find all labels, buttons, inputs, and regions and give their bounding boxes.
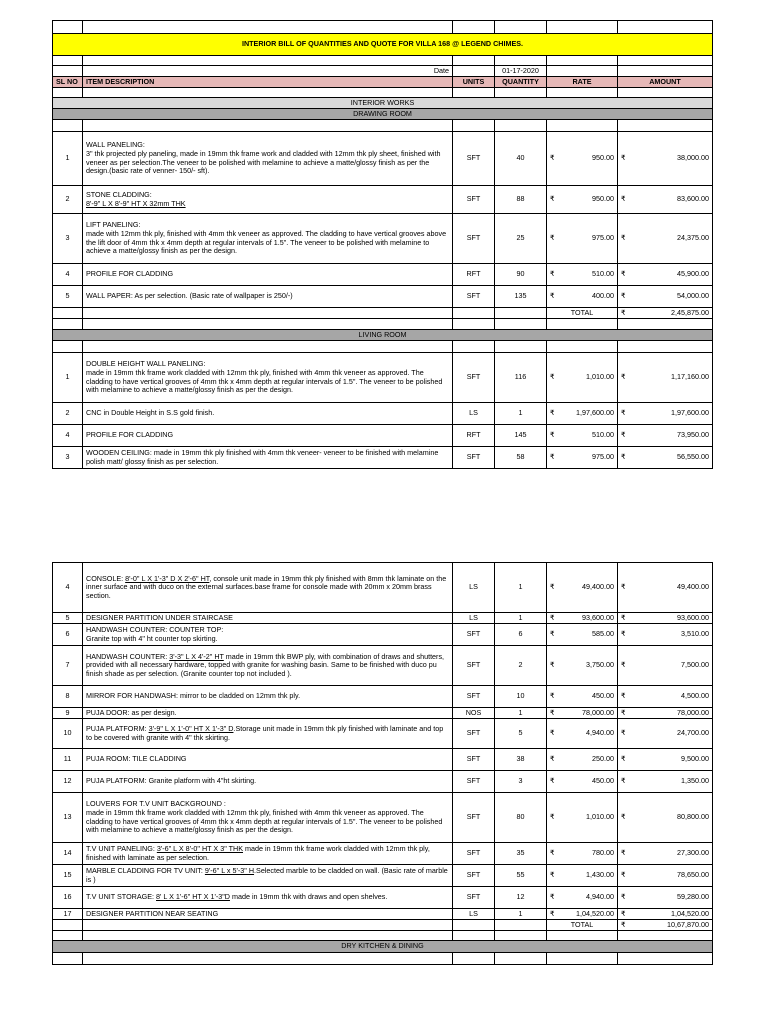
item-quantity: 1 <box>495 403 547 425</box>
table-header <box>53 77 713 88</box>
item-rate: 400.00 <box>592 291 614 301</box>
item-description <box>83 447 453 469</box>
item-title: PUJA ROOM: TILE CLADDING <box>86 754 187 764</box>
currency-symbol: ₹ <box>621 372 626 382</box>
currency-symbol: ₹ <box>550 660 555 670</box>
currency-symbol: ₹ <box>550 728 555 738</box>
table-row <box>53 646 713 686</box>
item-dimensions: 9'-6" L x 5'-3" H <box>204 865 255 875</box>
item-title: WALL PANELING: <box>86 140 145 150</box>
item-title: WALL PAPER: As per selection. (Basic rate of wallpaper is 250/-) <box>86 291 293 301</box>
item-description <box>83 887 453 909</box>
item-title: T.V UNIT STORAGE: <box>86 892 155 902</box>
item-sl-no: 16 <box>53 887 83 909</box>
item-detail: made with 12mm thk ply, finished with 4mm thk veneer as approved. The cladding to have vertical grooves above the lift door of 4mm thk x 4mm depth at regular intervals of 1.5". The veneer to be polished with melamine to achieve a matte/glossy finish as per the design. <box>86 228 447 256</box>
table-row <box>53 719 713 749</box>
boq-table-page1 <box>52 20 713 469</box>
currency-symbol: ₹ <box>621 848 626 858</box>
item-detail: .Selected marble to be cladded on wall. (Basic rate of marble is ) <box>86 865 448 884</box>
item-quantity: 116 <box>495 353 547 403</box>
item-amount: 1,350.00 <box>681 776 709 786</box>
drawing-total-row: TOTAL ₹ 2,45,875.00 <box>53 308 713 319</box>
item-amount: 73,950.00 <box>677 430 709 440</box>
header-units: UNITS <box>453 77 495 88</box>
date-label: Date <box>83 66 453 77</box>
table-row <box>53 771 713 793</box>
item-quantity: 80 <box>495 793 547 843</box>
item-rate: 510.00 <box>592 430 614 440</box>
page2-total-value: 10,67,870.00 <box>667 919 709 929</box>
item-amount: 1,04,520.00 <box>671 908 709 918</box>
item-units: SFT <box>453 646 495 686</box>
currency-symbol: ₹ <box>621 908 626 918</box>
currency-symbol: ₹ <box>550 372 555 382</box>
item-title: DESIGNER PARTITION NEAR SEATING <box>86 908 219 918</box>
drawing-total-value: 2,45,875.00 <box>671 307 709 317</box>
currency-symbol: ₹ <box>621 430 626 440</box>
table-row <box>53 403 713 425</box>
item-rate: 49,400.00 <box>582 582 614 592</box>
item-description <box>83 613 453 624</box>
table-row <box>53 749 713 771</box>
item-rate: 975.00 <box>592 233 614 243</box>
currency-symbol: ₹ <box>621 194 626 204</box>
item-title: PROFILE FOR CLADDING <box>86 430 174 440</box>
item-units: SFT <box>453 353 495 403</box>
item-description <box>83 563 453 613</box>
item-rate: 3,750.00 <box>586 660 614 670</box>
table-row <box>53 214 713 264</box>
item-title: LIFT PANELING: <box>86 220 141 230</box>
item-sl-no: 1 <box>53 132 83 186</box>
item-units: RFT <box>453 425 495 447</box>
item-rate: 1,04,520.00 <box>576 908 614 918</box>
item-amount: 9,500.00 <box>681 754 709 764</box>
item-rate: 1,010.00 <box>586 812 614 822</box>
currency-symbol: ₹ <box>621 812 626 822</box>
item-rate: 1,430.00 <box>586 870 614 880</box>
item-description <box>83 624 453 646</box>
item-quantity: 88 <box>495 186 547 214</box>
currency-symbol: ₹ <box>550 908 555 918</box>
table-row <box>53 909 713 920</box>
item-amount: 3,510.00 <box>681 629 709 639</box>
currency-symbol: ₹ <box>621 582 626 592</box>
item-detail: 3" thk projected ply paneling, made in 19mm thk frame work and cladded with 12mm thk ply sheet, finished with veneer as per selection.The veneer to be polished with melamine to achieve a matte/glossy finish as per the design.(basic rate of venner- 150/- sft). <box>86 148 441 176</box>
item-sl-no: 17 <box>53 909 83 920</box>
item-units: SFT <box>453 214 495 264</box>
header-rate: RATE <box>547 77 618 88</box>
item-amount: 93,600.00 <box>677 612 709 622</box>
item-amount: 56,550.00 <box>677 452 709 462</box>
item-detail: Granite top with 4" ht counter top skirting. <box>86 633 218 643</box>
item-units: SFT <box>453 749 495 771</box>
item-sl-no: 12 <box>53 771 83 793</box>
item-description <box>83 865 453 887</box>
item-quantity: 40 <box>495 132 547 186</box>
table-row <box>53 286 713 308</box>
item-units: SFT <box>453 887 495 909</box>
table-row <box>53 447 713 469</box>
item-title: DESIGNER PARTITION UNDER STAIRCASE <box>86 612 233 622</box>
item-sl-no: 6 <box>53 624 83 646</box>
item-description <box>83 719 453 749</box>
item-detail: made in 19mm thk frame work cladded with 12mm thk ply, finished with 4mm thk veneer as approved. The cladding to have vertical grooves of 4mm thk x 4mm depth at regular intervals of 1.5". The veneer to be polished with melamine to achieve a matte/glossy finish as per the design. <box>86 807 443 835</box>
table-row <box>53 708 713 719</box>
date-value: 01-17-2020 <box>495 66 547 77</box>
item-units: LS <box>453 909 495 920</box>
currency-symbol: ₹ <box>550 582 555 592</box>
item-quantity: 38 <box>495 749 547 771</box>
item-description <box>83 771 453 793</box>
item-description <box>83 646 453 686</box>
currency-symbol: ₹ <box>621 707 626 717</box>
item-sl-no: 2 <box>53 403 83 425</box>
item-units: LS <box>453 403 495 425</box>
section-living-room: LIVING ROOM <box>53 330 713 341</box>
item-description <box>83 132 453 186</box>
table-row <box>53 613 713 624</box>
header-amount: AMOUNT <box>618 77 713 88</box>
header-sl: SL NO <box>53 77 83 88</box>
item-dimensions: 3'-3" L X 4'-2" HT <box>169 651 224 661</box>
item-sl-no: 9 <box>53 708 83 719</box>
item-quantity: 1 <box>495 613 547 624</box>
item-quantity: 10 <box>495 686 547 708</box>
item-detail: made in 19mm thk frame work cladded with 12mm thk ply, finished with laminate as per selection. <box>86 843 430 862</box>
item-title: PROFILE FOR CLADDING <box>86 269 174 279</box>
item-units: LS <box>453 613 495 624</box>
item-units: SFT <box>453 686 495 708</box>
item-rate: 1,010.00 <box>586 372 614 382</box>
currency-symbol: ₹ <box>550 612 555 622</box>
item-units: SFT <box>453 843 495 865</box>
currency-symbol: ₹ <box>621 233 626 243</box>
item-quantity: 1 <box>495 909 547 920</box>
currency-symbol: ₹ <box>621 660 626 670</box>
item-quantity: 25 <box>495 214 547 264</box>
item-description <box>83 749 453 771</box>
currency-symbol: ₹ <box>621 728 626 738</box>
item-title: PUJA PLATFORM: <box>86 723 147 733</box>
item-units: NOS <box>453 708 495 719</box>
currency-symbol: ₹ <box>550 194 555 204</box>
item-description <box>83 708 453 719</box>
currency-symbol: ₹ <box>550 153 555 163</box>
currency-symbol: ₹ <box>621 269 626 279</box>
item-amount: 78,000.00 <box>677 707 709 717</box>
item-amount: 1,97,600.00 <box>671 408 709 418</box>
currency-symbol: ₹ <box>550 291 555 301</box>
item-detail: made in 19mm thk frame work cladded with 12mm thk ply, finished with 4mm thk veneer as approved. The cladding to have vertical grooves of 4mm thk x 4mm depth at regular intervals of 1.5". The veneer to be polished with melamine to achieve a matte/glossy finish as per the design. <box>86 367 443 395</box>
currency-symbol: ₹ <box>621 452 626 462</box>
item-units: SFT <box>453 447 495 469</box>
currency-symbol: ₹ <box>621 291 626 301</box>
item-amount: 24,700.00 <box>677 728 709 738</box>
item-description <box>83 793 453 843</box>
item-units: SFT <box>453 186 495 214</box>
table-row <box>53 843 713 865</box>
header-qty: QUANTITY <box>495 77 547 88</box>
currency-symbol: ₹ <box>550 269 555 279</box>
item-units: RFT <box>453 264 495 286</box>
item-title: HANDWASH COUNTER: COUNTER TOP: <box>86 624 224 634</box>
item-units: SFT <box>453 624 495 646</box>
item-rate: 1,97,600.00 <box>576 408 614 418</box>
item-quantity: 145 <box>495 425 547 447</box>
item-units: SFT <box>453 793 495 843</box>
currency-symbol: ₹ <box>550 754 555 764</box>
currency-symbol: ₹ <box>550 707 555 717</box>
item-sl-no: 5 <box>53 286 83 308</box>
table-row <box>53 563 713 613</box>
item-amount: 27,300.00 <box>677 848 709 858</box>
item-sl-no: 13 <box>53 793 83 843</box>
item-rate: 4,940.00 <box>586 728 614 738</box>
item-quantity: 12 <box>495 887 547 909</box>
currency-symbol: ₹ <box>621 629 626 639</box>
item-sl-no: 4 <box>53 563 83 613</box>
item-amount: 54,000.00 <box>677 291 709 301</box>
item-title: DOUBLE HEIGHT WALL PANELING: <box>86 359 206 369</box>
currency-symbol: ₹ <box>550 870 555 880</box>
item-description <box>83 214 453 264</box>
item-title: T.V UNIT PANELING: <box>86 843 155 853</box>
item-quantity: 6 <box>495 624 547 646</box>
currency-symbol: ₹ <box>621 870 626 880</box>
table-row <box>53 793 713 843</box>
item-description <box>83 286 453 308</box>
item-units: SFT <box>453 719 495 749</box>
item-rate: 510.00 <box>592 269 614 279</box>
item-quantity: 55 <box>495 865 547 887</box>
item-rate: 975.00 <box>592 452 614 462</box>
table-row <box>53 186 713 214</box>
table-row <box>53 264 713 286</box>
item-description <box>83 186 453 214</box>
item-title: HANDWASH COUNTER: <box>86 651 168 661</box>
item-dimensions: 3'-6" L X 8'-0" HT X 3" THK <box>156 843 243 853</box>
item-description <box>83 353 453 403</box>
currency-symbol: ₹ <box>621 754 626 764</box>
currency-symbol: ₹ <box>550 629 555 639</box>
item-title: STONE CLADDING: <box>86 189 152 199</box>
item-rate: 780.00 <box>592 848 614 858</box>
header-desc: ITEM DESCRIPTION <box>83 77 453 88</box>
item-sl-no: 4 <box>53 425 83 447</box>
currency-symbol: ₹ <box>550 776 555 786</box>
item-title: MARBLE CLADDING FOR TV UNIT: <box>86 865 203 875</box>
item-amount: 49,400.00 <box>677 582 709 592</box>
item-sl-no: 1 <box>53 353 83 403</box>
item-quantity: 3 <box>495 771 547 793</box>
currency-symbol: ₹ <box>621 691 626 701</box>
section-dry-kitchen: DRY KITCHEN & DINING <box>53 941 713 953</box>
page2-total-label: TOTAL <box>547 920 618 931</box>
item-rate: 450.00 <box>592 691 614 701</box>
item-quantity: 90 <box>495 264 547 286</box>
item-amount: 59,280.00 <box>677 892 709 902</box>
item-sl-no: 7 <box>53 646 83 686</box>
item-sl-no: 14 <box>53 843 83 865</box>
item-units: SFT <box>453 771 495 793</box>
item-sl-no: 5 <box>53 613 83 624</box>
currency-symbol: ₹ <box>621 408 626 418</box>
item-sl-no: 3 <box>53 214 83 264</box>
item-amount: 24,375.00 <box>677 233 709 243</box>
item-rate: 78,000.00 <box>582 707 614 717</box>
item-dimensions: 8'-0" L X 1'-3" D X 2'-6" HT <box>125 573 210 583</box>
currency-symbol: ₹ <box>621 892 626 902</box>
currency-symbol: ₹ <box>550 892 555 902</box>
item-amount: 80,800.00 <box>677 812 709 822</box>
item-title: LOUVERS FOR T.V UNIT BACKGROUND : <box>86 799 226 809</box>
item-units: SFT <box>453 132 495 186</box>
table-row <box>53 686 713 708</box>
item-detail: .Storage unit made in 19mm thk ply finished with laminate and top to be covered with granite with 4" thk skirting. <box>86 723 444 742</box>
currency-symbol: ₹ <box>550 430 555 440</box>
currency-symbol: ₹ <box>621 153 626 163</box>
item-title: MIRROR FOR HANDWASH: mirror to be cladded on 12mm thk ply. <box>86 691 301 701</box>
drawing-total-label: TOTAL <box>547 308 618 319</box>
item-amount: 1,17,160.00 <box>671 372 709 382</box>
item-title: PUJA DOOR: as per design. <box>86 707 177 717</box>
item-sl-no: 10 <box>53 719 83 749</box>
section-drawing-room: DRAWING ROOM <box>53 109 713 120</box>
item-amount: 83,600.00 <box>677 194 709 204</box>
item-rate: 950.00 <box>592 153 614 163</box>
item-units: LS <box>453 563 495 613</box>
item-dimensions: 8' L X 1'-6" HT X 1'-3"D <box>156 892 230 902</box>
item-detail: , console unit made in 19mm thk ply finished with 8mm thk laminate on the inner surface and with duco on the external surfaces.base frame for console made with 20mm x 20mm brass section. <box>86 573 447 600</box>
item-description <box>83 403 453 425</box>
item-units: SFT <box>453 865 495 887</box>
item-description <box>83 909 453 920</box>
item-rate: 93,600.00 <box>582 612 614 622</box>
item-rate: 585.00 <box>592 629 614 639</box>
item-sl-no: 3 <box>53 447 83 469</box>
item-sl-no: 11 <box>53 749 83 771</box>
item-rate: 250.00 <box>592 754 614 764</box>
currency-symbol: ₹ <box>550 408 555 418</box>
item-quantity: 135 <box>495 286 547 308</box>
item-description <box>83 425 453 447</box>
item-rate: 4,940.00 <box>586 892 614 902</box>
item-detail: made in 19mm thk with draws and open shelves. <box>229 892 388 902</box>
table-row <box>53 624 713 646</box>
item-sl-no: 8 <box>53 686 83 708</box>
table-row <box>53 887 713 909</box>
item-sl-no: 4 <box>53 264 83 286</box>
item-description <box>83 264 453 286</box>
item-quantity: 1 <box>495 563 547 613</box>
table-row <box>53 865 713 887</box>
document-title: INTERIOR BILL OF QUANTITIES AND QUOTE FOR VILLA 168 @ LEGEND CHIMES. <box>53 34 713 56</box>
item-title: WOODEN CEILING: made in 19mm thk ply finished with 4mm thk veneer- veneer to be finished with melamine polish matt/ glossy finish as per selection. <box>86 447 439 466</box>
item-amount: 78,650.00 <box>677 870 709 880</box>
currency-symbol: ₹ <box>621 776 626 786</box>
item-title: PUJA PLATFORM: Granite platform with 4"ht skirting. <box>86 776 257 786</box>
item-quantity: 5 <box>495 719 547 749</box>
table-row <box>53 132 713 186</box>
item-sl-no: 15 <box>53 865 83 887</box>
page2-total-row: TOTAL ₹ 10,67,870.00 <box>53 920 713 931</box>
boq-table-page2 <box>52 562 713 965</box>
section-interior-works: INTERIOR WORKS <box>53 98 713 109</box>
item-amount: 45,900.00 <box>677 269 709 279</box>
item-description <box>83 843 453 865</box>
item-description <box>83 686 453 708</box>
currency-symbol: ₹ <box>550 848 555 858</box>
item-rate: 450.00 <box>592 776 614 786</box>
item-amount: 7,500.00 <box>681 660 709 670</box>
item-title: CNC in Double Height in S.S gold finish. <box>86 408 215 418</box>
item-quantity: 58 <box>495 447 547 469</box>
item-units: SFT <box>453 286 495 308</box>
item-rate: 950.00 <box>592 194 614 204</box>
item-amount: 38,000.00 <box>677 153 709 163</box>
currency-symbol: ₹ <box>550 452 555 462</box>
currency-symbol: ₹ <box>550 233 555 243</box>
currency-symbol: ₹ <box>550 691 555 701</box>
item-amount: 4,500.00 <box>681 691 709 701</box>
item-sl-no: 2 <box>53 186 83 214</box>
item-quantity: 35 <box>495 843 547 865</box>
currency-symbol: ₹ <box>550 812 555 822</box>
table-row <box>53 425 713 447</box>
item-detail: made in 19mm thk BWP ply, with combination of draws and shutters, provided with all necessary hardware, topped with granite for washing basin. Same to be finished with duco pu finish shade as per selection. (Granite counter top not included ). <box>86 651 445 678</box>
item-quantity: 1 <box>495 708 547 719</box>
item-dimensions: 3'-9" L X 1'-0" HT X 1'-3" D <box>148 723 234 733</box>
item-title: CONSOLE: <box>86 573 124 583</box>
item-quantity: 2 <box>495 646 547 686</box>
table-row <box>53 353 713 403</box>
item-dimensions: 8'-9" L X 8'-9" HT X 32mm THK <box>86 198 186 208</box>
currency-symbol: ₹ <box>621 612 626 622</box>
